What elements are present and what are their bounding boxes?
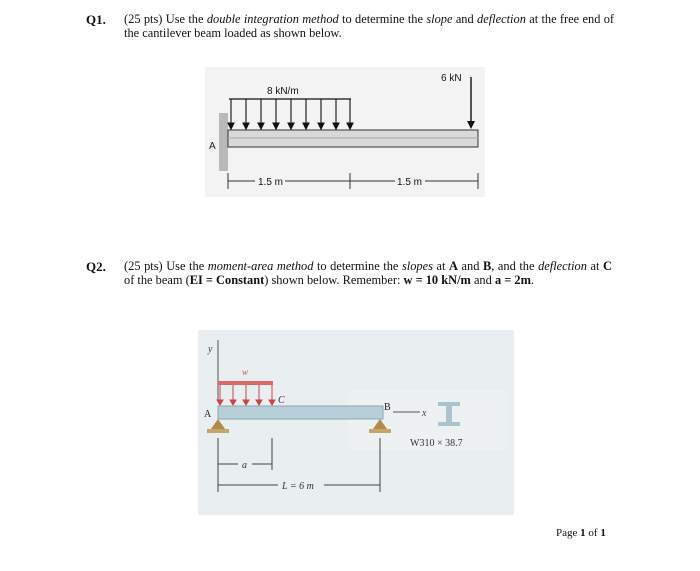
- fixed-wall: [219, 113, 228, 171]
- simply-supported-beam-figure: [198, 330, 514, 515]
- point-b-label: B: [384, 402, 391, 413]
- page-number: Page 1 of 1: [556, 527, 606, 539]
- point-load-label: 6 kN: [441, 73, 462, 84]
- span-1-label: 1.5 m: [258, 177, 284, 188]
- load-block: [218, 381, 273, 385]
- q2-text: (25 pts) Use the moment-area method to determine the slopes at A and B, and the deflection at C of the beam (EI = Constant) shown below. Remember: w = 10 kN/m and a = 2m.: [124, 259, 612, 287]
- q1-text: (25 pts) Use the double integration method to determine the slope and deflection at the free end of the cantilever beam loaded as shown below.: [124, 12, 615, 40]
- distributed-load-label: 8 kN/m: [267, 86, 299, 97]
- q2-number: Q2.: [86, 259, 106, 274]
- x-axis-label: x: [422, 408, 427, 419]
- span-2-label: 1.5 m: [397, 177, 423, 188]
- section-label: W310 × 38.7: [410, 438, 463, 449]
- point-c-label: C: [278, 395, 285, 406]
- y-axis-label: y: [208, 344, 213, 355]
- cantilever-beam-figure: [205, 67, 485, 197]
- point-a-label: A: [204, 409, 212, 420]
- dim-L-label: L = 6 m: [282, 481, 314, 492]
- support-label-a: A: [209, 141, 216, 152]
- load-label-w: w: [242, 367, 249, 377]
- dim-a-label: a: [242, 460, 247, 471]
- beam: [218, 406, 383, 419]
- q1-number: Q1.: [86, 12, 106, 27]
